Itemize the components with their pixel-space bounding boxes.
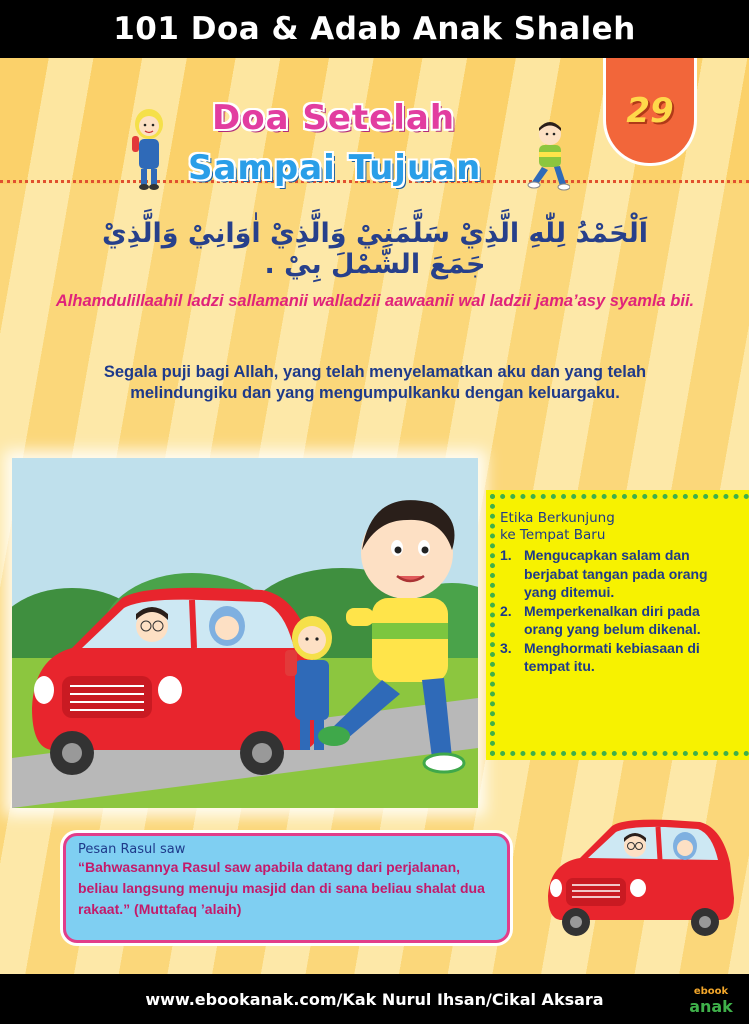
- small-car-illustration: [540, 808, 740, 938]
- etika-panel: [486, 490, 749, 760]
- etika-item: [500, 639, 739, 676]
- etika-item-text: Menghormati kebiasaan di tempat itu.: [524, 639, 700, 674]
- pesan-rasul-box: [63, 833, 510, 943]
- pesan-text: “Bahwasannya Rasul saw apabila datang dari perjalanan, beliau langsung menuju masjid dan di sana beliau shalat dua rakaat.” (Muttafaq ’alaih): [78, 859, 485, 917]
- etika-item-text: Mengucapkan salam dan berjabat tangan pada orang yang ditemui.: [524, 547, 708, 600]
- etika-list: [500, 546, 739, 676]
- footer-bar: [0, 974, 749, 1024]
- etika-item-number: 3.: [500, 639, 512, 656]
- svg-text:anak: anak: [689, 997, 733, 1016]
- etika-item: [500, 602, 739, 639]
- prayer-transliteration: Alhamdulillaahil ladzi sallamanii walladzii aawaanii wal ladzii jama’asy syamla bii.: [55, 292, 695, 310]
- boy-running-illustration: [526, 120, 570, 194]
- prayer-meaning: Segala puji bagi Allah, yang telah menyelamatkan aku dan yang telah melindungiku dan yang mengumpulkanku dengan keluargaku.: [103, 363, 647, 402]
- family-arrival-illustration: [12, 458, 478, 808]
- page-content: [0, 58, 749, 974]
- page-number-badge: [603, 58, 697, 166]
- ebookanak-logo: [685, 982, 737, 1016]
- etika-item-number: 2.: [500, 602, 512, 619]
- etika-title-line2: ke Tempat Baru: [500, 527, 606, 543]
- pesan-title: Pesan Rasul saw: [78, 842, 186, 857]
- etika-item: [500, 546, 739, 602]
- etika-item-number: 1.: [500, 547, 512, 563]
- girl-waving-illustration: [128, 106, 170, 192]
- svg-text:ebook: ebook: [693, 986, 729, 997]
- etika-title-line1: Etika Berkunjung: [500, 510, 615, 526]
- lesson-title-line1: Doa Setelah: [212, 98, 456, 138]
- page-number: 29: [626, 90, 674, 131]
- footer-url[interactable]: www.ebookanak.com/Kak Nurul Ihsan/Cikal Aksara: [145, 989, 604, 1009]
- arabic-prayer: اَلْحَمْدُ لِلّٰهِ الَّذِيْ سَلَّمَنِيْ وَالَّذِيْ اٰوَانِيْ وَالَّذِيْ جَمَعَ الشَّمْلَ بِيْ .: [101, 218, 648, 280]
- lesson-title-line2: Sampai Tujuan: [188, 148, 482, 188]
- book-title-bar: [0, 0, 749, 58]
- book-title: 101 Doa & Adab Anak Shaleh: [113, 11, 636, 47]
- etika-item-text: Memperkenalkan diri pada orang yang belum dikenal.: [524, 602, 701, 637]
